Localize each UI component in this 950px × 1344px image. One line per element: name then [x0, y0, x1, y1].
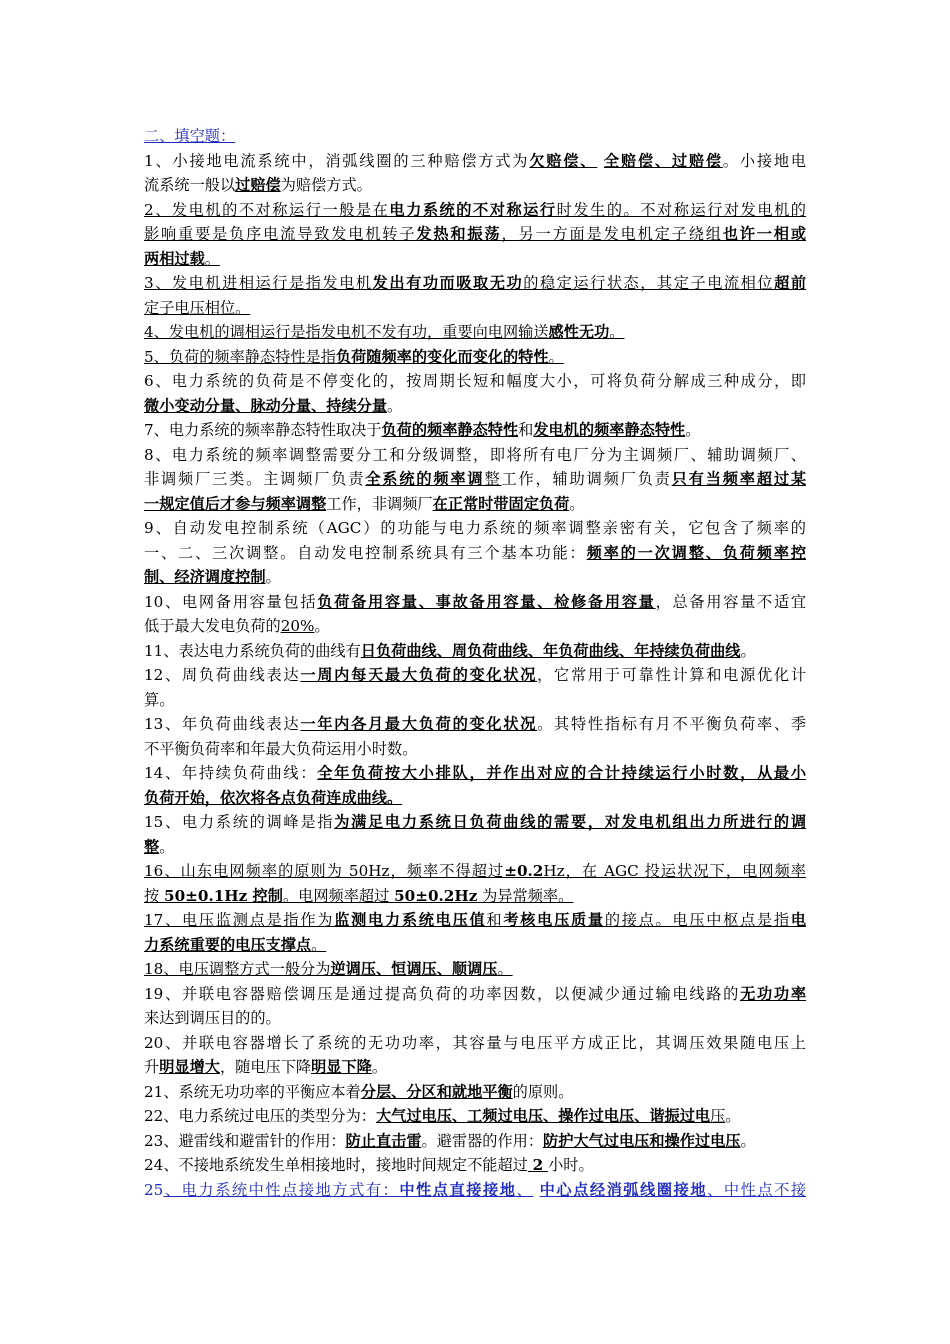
question-text: 工作，非调频厂 [326, 494, 433, 513]
document-line [144, 467, 806, 492]
document-line [144, 590, 806, 615]
document-line [144, 443, 806, 468]
question-text: 22、电力系统过电压的类型分为： [144, 1107, 376, 1125]
question-text: 8、电力系统的频率调整需要分工和分级调整，即将所有电厂分为主调频厂、辅助调频厂、 [144, 445, 806, 464]
document-line [144, 1006, 806, 1031]
answer-text: 工频过电压 [467, 1107, 544, 1125]
question-text: 9、自动发电控制系统（AGC）的功能与电力系统的频率调整亲密有关，它包含了频率的 [144, 519, 806, 537]
document-line [144, 835, 806, 860]
question-text: 14、年持续负荷曲线： [144, 764, 318, 782]
document-line [144, 614, 806, 639]
answer-text: 欠赔偿 [529, 151, 581, 170]
fill-in-blank-section [144, 124, 806, 1202]
answer-text: 、 [543, 1107, 559, 1125]
answer-text: 明显下降 [311, 1058, 372, 1076]
question-text: ，随电压下降 [219, 1058, 312, 1076]
question-text: 2、发电机的不对称运行一般是在 [144, 200, 390, 219]
answer-text: 电力系统的不对称运行 [389, 200, 557, 219]
question-text: 。 [548, 347, 564, 366]
answer-text: 年负荷曲线 [543, 641, 619, 660]
document-line [144, 149, 806, 174]
document-line [144, 1055, 806, 1080]
question-text: 。 [204, 249, 220, 268]
document-line [144, 516, 806, 541]
question-text: 。电网频率超过 [282, 886, 395, 905]
question-text: 非调频厂三类。主调频厂负责 [144, 470, 366, 488]
answer-text: 全年负荷按大小排队，并作出对应的合计持续运行小时数，从最小 [317, 764, 806, 782]
document-line [144, 712, 806, 737]
question-text: 15、电力系统的调峰是指 [144, 813, 335, 831]
answer-text: 防护大气过电压和操作过电压 [543, 1131, 741, 1150]
answer-text: 事故备用容量 [435, 592, 538, 611]
answer-text: 脉动分量 [250, 396, 312, 415]
question-text: 23、避雷线和避雷针的作用： [144, 1131, 346, 1150]
document-line [144, 492, 806, 517]
question-text: 18、电压调整方式一般分为 [144, 960, 331, 978]
question-text: 。小接地电 [722, 151, 806, 170]
question-text: ，总备用容量不适宜 [655, 592, 806, 611]
answer-text: 一年内各月最大负荷的变化状况 [300, 715, 538, 733]
question-text: ，它常用于可靠性计算和电源优化计 [537, 666, 806, 684]
question-text: 。 [609, 323, 625, 341]
question-text: 。 [685, 421, 701, 439]
question-text: 24、不接地系统发生单相接地时，接地时间规定不能超过 [144, 1156, 528, 1174]
answer-text: 只有当频率超过某 [671, 470, 806, 488]
question-text: 工作，辅助调频厂负责 [501, 470, 672, 488]
answer-text: 两相过载 [144, 249, 205, 268]
answer-text: 负荷备用容量 [317, 592, 419, 611]
answer-text: 逆调压、恒调压、顺调压 [330, 960, 498, 978]
answer-text: 持续分量 [326, 396, 387, 415]
question-text: 、中性点不接 [707, 1180, 806, 1199]
document-line [144, 639, 806, 664]
question-text: 11、表达电力系统负荷的曲线有 [144, 641, 361, 660]
document-line [144, 737, 806, 762]
answer-text: 考核电压质量 [503, 911, 605, 929]
question-text: 的接点。电压中枢点是指 [604, 911, 791, 929]
question-text: 升 [144, 1058, 160, 1076]
answer-text: 整 [144, 837, 160, 856]
question-text: 13、年负荷曲线表达 [144, 715, 301, 733]
question-text: 10、电网备用容量包括 [144, 592, 318, 611]
question-text: 。避雷器的作用： [421, 1131, 544, 1150]
document-line [144, 688, 806, 713]
document-line [144, 369, 806, 394]
answer-text: 电 [790, 911, 806, 929]
document-line [144, 908, 806, 933]
question-text [597, 152, 604, 170]
question-text: 。 [740, 641, 756, 660]
section-heading [144, 124, 806, 149]
answer-text: 负荷开始，依次将各点负荷连成曲线。 [144, 788, 403, 807]
answer-text: 、 [634, 1107, 650, 1125]
answer-text: 大气过电压 [375, 1107, 452, 1125]
heading-text: 二、填空题： [144, 127, 236, 145]
question-text: 和 [518, 421, 534, 439]
answer-text: 过赔偿 [671, 151, 723, 170]
question-text: 。 [740, 1131, 756, 1150]
answer-text: 、 [451, 1107, 468, 1125]
question-text: 16、山东电网频率的原则为 50Hz，频率不得超过 [144, 862, 505, 880]
question-text: 。其特性指标有月不平衡负荷率、季 [537, 715, 806, 733]
question-text: 整 [484, 470, 502, 488]
document-line [144, 320, 806, 345]
question-text: 时发生的。不对称运行对发电机的 [556, 200, 806, 219]
answer-text: 操作过电压 [558, 1107, 635, 1125]
question-text: 和 [486, 911, 504, 929]
question-text: 6、电力系统的负荷是不停变化的，按周期长短和幅度大小，可将负荷分解成三种成分，即 [144, 372, 806, 390]
question-text: 。 [569, 494, 585, 513]
answer-text: 无功功率 [740, 984, 806, 1003]
document-line [144, 933, 806, 958]
answer-text: 监测电力系统电压值 [334, 911, 487, 929]
answer-text: 感性无功 [548, 323, 610, 341]
question-text: 4、发电机的调相运行是指发电机不发有功，重要向电网输送 [144, 323, 549, 341]
answer-text: 、 [418, 592, 436, 611]
question-text: 、电力系统中性点接地方式有： [163, 1180, 400, 1199]
question-text: 。 [497, 960, 513, 978]
document-line [144, 1080, 806, 1105]
document-line [144, 394, 806, 419]
document-line [144, 247, 806, 272]
answer-text: 也许一相或 [722, 225, 806, 243]
question-text: 7、电力系统的频率静态特性取决于 [144, 421, 382, 439]
document-line [144, 786, 806, 811]
question-text: 算。 [144, 690, 175, 709]
answer-text: 负荷随频率的变化而变化的特性 [335, 347, 549, 366]
answer-text: 分层、分区和就地平衡 [360, 1082, 513, 1101]
answer-text: 谐振过电 [649, 1107, 711, 1125]
document-line [144, 541, 806, 566]
document-line [144, 1153, 806, 1178]
question-text: 不平衡负荷率和年最大负荷运用小时数。 [144, 739, 418, 758]
document-line [144, 810, 806, 835]
document-line [144, 1178, 806, 1203]
answer-text: ±0.2 [504, 862, 544, 880]
question-text: Hz，在 AGC 投运状况下，电网频率 [543, 862, 806, 880]
answer-text: 日负荷曲线 [360, 641, 437, 660]
answer-text: 明显增大 [159, 1058, 220, 1076]
answer-text: 周负荷曲线 [451, 641, 528, 660]
document-line [144, 173, 806, 198]
answer-text: 过赔偿 [235, 176, 281, 194]
question-text: 。 [371, 1058, 387, 1076]
question-text: 。 [311, 935, 327, 954]
question-text: 。 [387, 396, 403, 415]
document-line [144, 418, 806, 443]
document-line [144, 982, 806, 1007]
answer-text: 、 [654, 151, 672, 170]
answer-text: 中性点直接接地 [399, 1180, 517, 1199]
question-text: 19、并联电容器赔偿调压是通过提高负荷的功率因数，以便减少通过输电线路的 [144, 984, 741, 1003]
document-line [144, 957, 806, 982]
answer-text: 中心点经消弧线圈接地 [539, 1180, 708, 1199]
question-text: 。 [159, 837, 175, 856]
question-text: 。 [725, 1107, 741, 1125]
question-text: 1、小接地电流系统中，消弧线圈的三种赔偿方式为 [144, 151, 530, 170]
question-text: 20% [280, 617, 315, 635]
question-text: 21、系统无功功率的平衡应本着 [144, 1082, 361, 1101]
question-text: 为赔偿方式。 [280, 176, 372, 194]
question-text: 流系统一般以 [144, 176, 236, 194]
question-text: 17、电压监测点是指作为 [144, 911, 335, 929]
document-line [144, 761, 806, 786]
question-text: 为异常频率。 [477, 886, 574, 905]
answer-text: 全赔偿 [603, 151, 655, 170]
question-text: 小时。 [548, 1156, 594, 1174]
answer-text: 、 [527, 641, 544, 660]
answer-text: 年持续负荷曲线 [634, 641, 741, 660]
answer-text: 50±0.1Hz 控制 [164, 886, 283, 905]
answer-text: 全系统的频率调 [365, 470, 485, 488]
question-text: 的原则。 [512, 1082, 574, 1101]
document-line [144, 565, 806, 590]
question-text: 低于最大发电负荷的 [144, 617, 281, 635]
document-line [144, 859, 806, 884]
document-line [144, 271, 806, 296]
question-text: 20、并联电容器增长了系统的无功功率，其容量与电压平方成正比，其调压效果随电压上 [144, 1033, 806, 1052]
answer-text: 超前 [774, 274, 806, 292]
question-text: 25 [144, 1180, 164, 1199]
document-line [144, 345, 806, 370]
question-text: 5、负荷的频率静态特性是指 [144, 347, 336, 366]
question-text: 3、发电机进相运行是指发电机 [144, 274, 373, 292]
answer-text: 负荷的频率静态特性 [381, 421, 519, 439]
question-text: 。 [265, 568, 281, 586]
document-line [144, 1104, 806, 1129]
document-line [144, 1031, 806, 1056]
answer-text: 一周内每天最大负荷的变化状况 [300, 666, 538, 684]
answer-text: 检修备用容量 [554, 592, 656, 611]
answer-text: 发电机的频率静态特性 [533, 421, 686, 439]
document-line [144, 663, 806, 688]
answer-text: 、 [235, 396, 251, 415]
question-text: 来达到调压目的的。 [144, 1009, 281, 1027]
answer-text: 为满足电力系统日负荷曲线的需要，对发电机组出力所进行的调 [334, 813, 806, 831]
answer-text: 微小变动分量 [144, 396, 236, 415]
question-text: 按 [144, 886, 165, 905]
answer-text: 防止直击雷 [345, 1131, 422, 1150]
question-text: 、 [516, 1180, 534, 1199]
answer-text: 、 [436, 641, 452, 660]
answer-text: 、 [618, 641, 635, 660]
answer-text: 力系统重要的电压支撑点 [144, 935, 312, 954]
question-text: 12、周负荷曲线表达 [144, 666, 301, 684]
question-text: ，另一方面是发电机定子绕组 [501, 225, 723, 243]
question-text: 一、二、三次调整。自动发电控制系统具有三个基本功能： [144, 543, 587, 562]
answer-text: 一规定值后才参与频率调整 [144, 494, 327, 513]
document-line [144, 1129, 806, 1154]
answer-text: 制、经济调度控制 [144, 568, 266, 586]
answer-text: 在正常时带固定负荷 [432, 494, 570, 513]
answer-text: 、 [311, 396, 327, 415]
document-line [144, 222, 806, 247]
answer-text: 、 [580, 151, 598, 170]
question-text: 的稳定运行状态，其定子电流相位 [523, 274, 775, 292]
question-text: 定子电压相位。 [144, 298, 251, 317]
answer-text: 50±0.2Hz [394, 886, 478, 905]
question-text: 影响重要是负序电流导致发电机转子 [144, 225, 417, 243]
answer-text: 频率的一次调整、负荷频率控 [586, 543, 806, 562]
document-line [144, 198, 806, 223]
question-text: 。 [314, 617, 330, 635]
document-line [144, 296, 806, 321]
answer-text: 2 [532, 1156, 544, 1174]
answer-text: 、 [537, 592, 555, 611]
answer-text: 发热和振荡 [416, 225, 502, 243]
document-line [144, 884, 806, 909]
question-text: 压 [710, 1107, 726, 1125]
answer-text: 发出有功而吸取无功 [372, 274, 524, 292]
